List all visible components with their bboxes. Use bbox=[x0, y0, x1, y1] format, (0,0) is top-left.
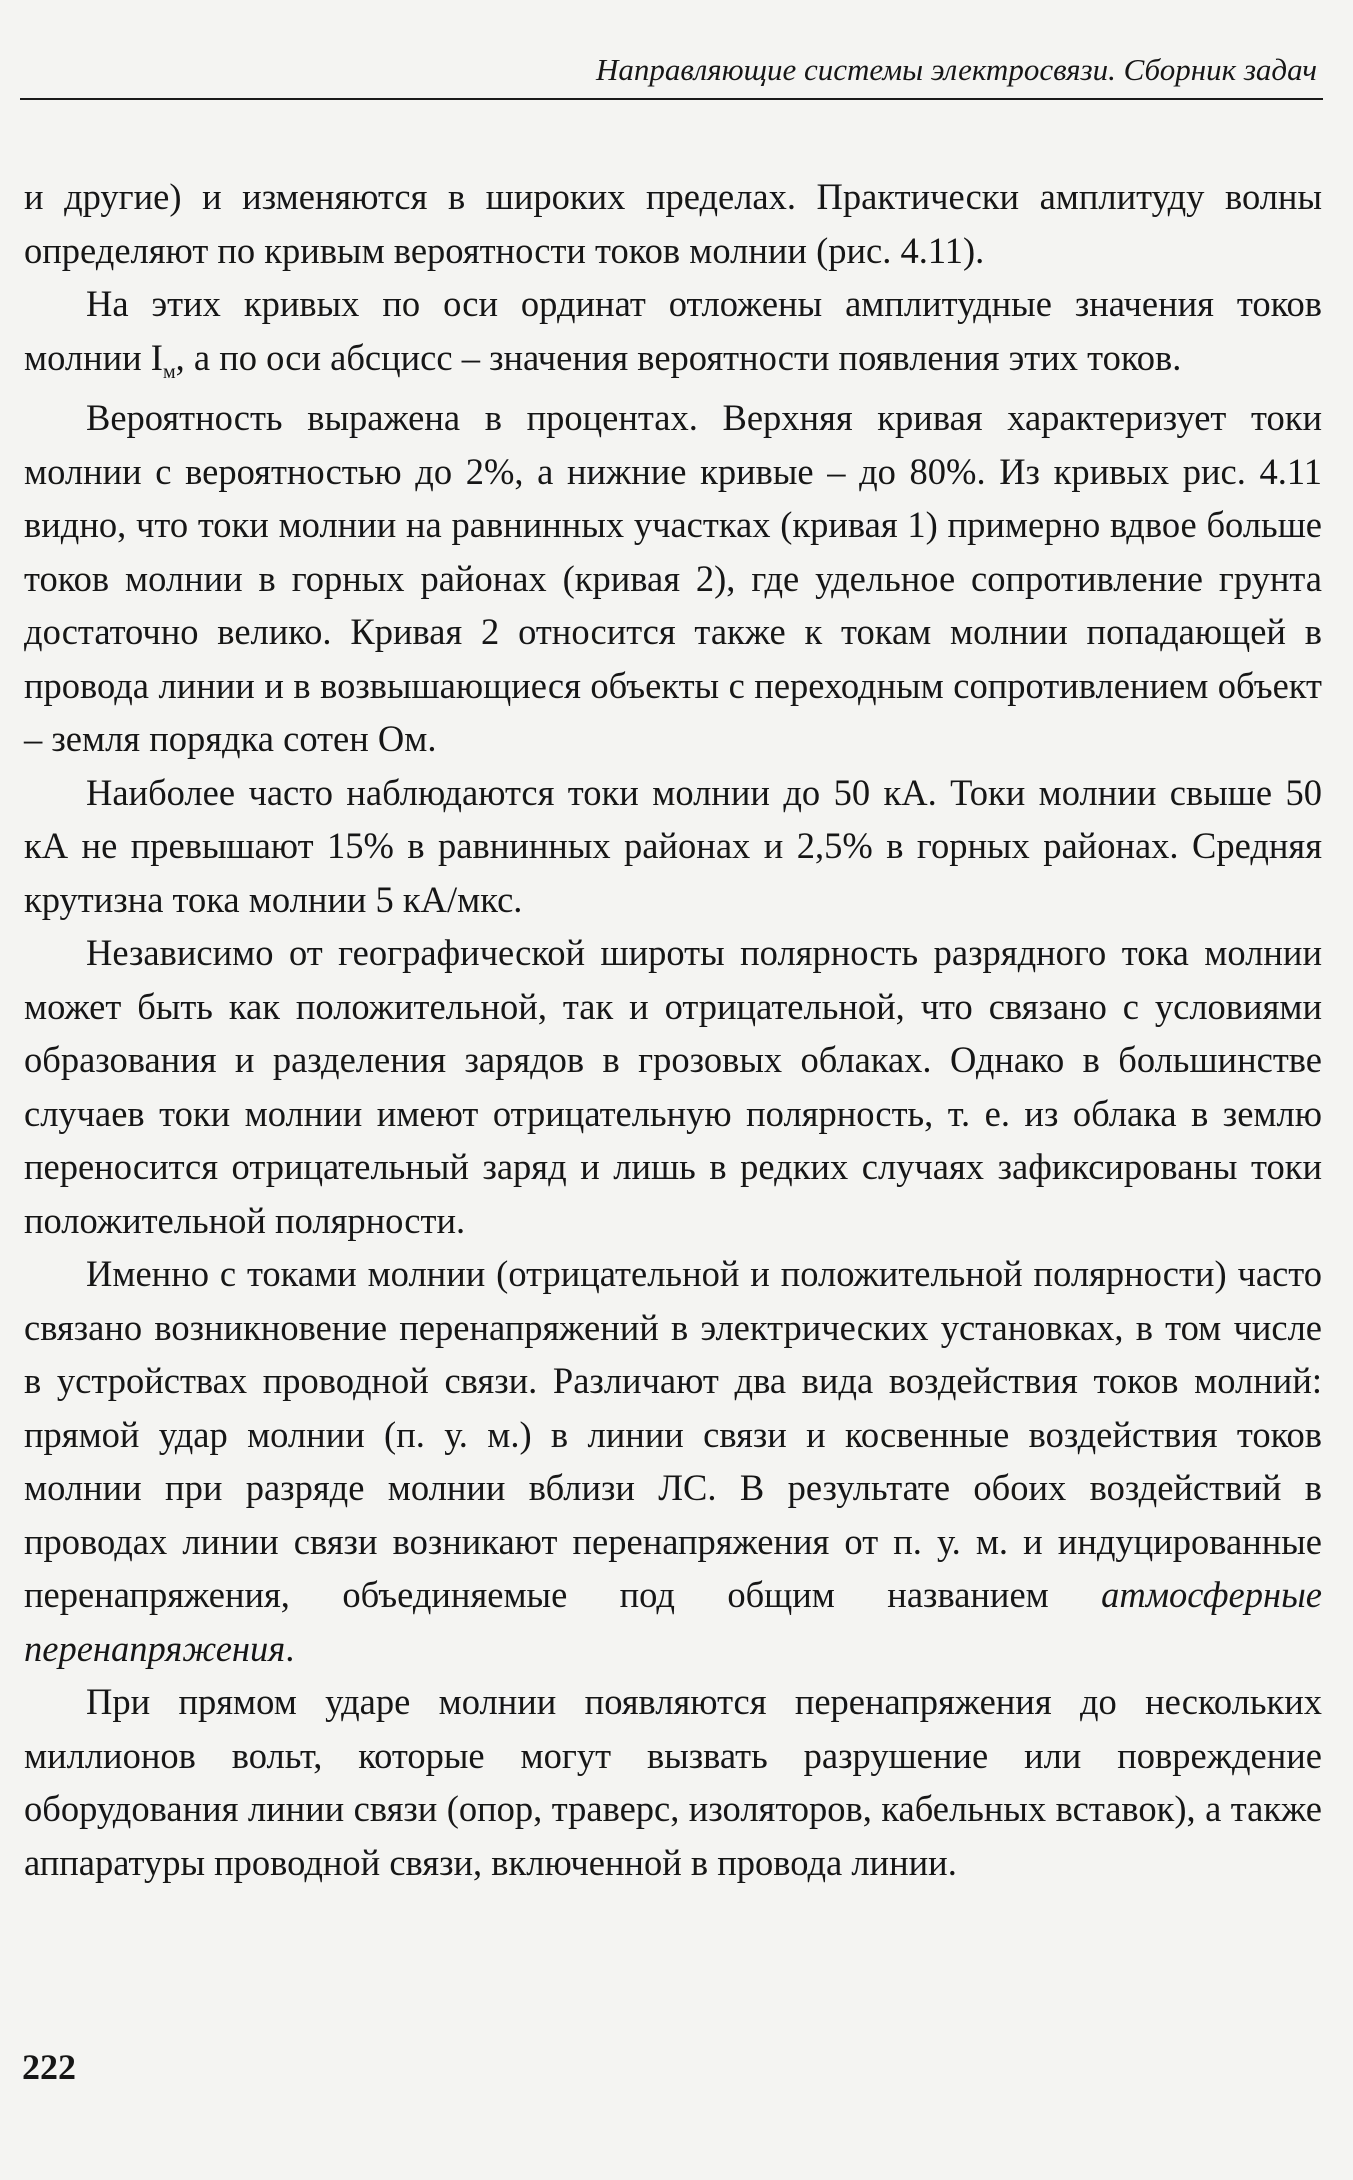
page-number: 222 bbox=[22, 2047, 76, 2087]
emphasized-term: атмосферные перенапряжения bbox=[24, 1574, 1322, 1669]
paragraph-probability: Вероятность выражена в процентах. Верхняя кривая характеризует токи молнии с вероятностью до 2%, а нижние кривые – до 80%. Из кривых рис. 4.11 видно, что токи молнии на равнинных участках (кривая 1) примерно вдвое больше токов молнии в горных районах (кривая 2), где удельное сопротивление грунта достаточно велико. Кривая 2 относится также к токам молнии попадающей в провода линии и в возвышающиеся объекты с переходным сопротивлением объект – земля порядка сотен Ом. bbox=[24, 397, 1322, 759]
running-header bbox=[20, 44, 1323, 100]
paragraph-direct-strike: При прямом ударе молнии появляются перенапряжения до нескольких миллионов вольт, которые могут вызвать разрушение или повреждение оборудования линии связи (опор, траверс, изоляторов, кабельных вставок), а также аппаратуры проводной связи, включенной в провода линии. bbox=[24, 1681, 1322, 1883]
running-header-title: Направляющие системы электросвязи. Сборник задач bbox=[595, 52, 1317, 87]
paragraph-text: . bbox=[285, 1627, 295, 1669]
body-text bbox=[24, 170, 1322, 1889]
paragraph-text: Именно с токами молнии (отрицательной и положительной полярности) часто связано возникновение перенапряжений в электрических установках, в том числе в устройствах проводной связи. Различают два вида воздействия токов молний: прямой удар молнии (п. у. м.) в линии связи и косвенные воздействия токов молнии при разряде молнии вблизи ЛС. В результате обоих воздействий в проводах линии связи возникают перенапряжения от п. у. м. и индуцированные перенапряжения, объединяемые под общим названием bbox=[24, 1253, 1322, 1615]
paragraph-text: На этих кривых по оси ординат отложены амплитудные значения токов молнии I bbox=[24, 283, 1322, 378]
paragraph-overvoltages bbox=[24, 1247, 1322, 1675]
paragraph-frequent-currents: Наиболее часто наблюдаются токи молнии до 50 кА. Токи молнии свыше 50 кА не превышают 15% в равнинных районах и 2,5% в горных районах. Средняя крутизна тока молнии 5 кА/мкс. bbox=[24, 771, 1322, 920]
paragraph-curves-axes bbox=[24, 277, 1322, 391]
paragraph-continuation: и другие) и изменяются в широких пределах. Практически амплитуду волны определяют по кривым вероятности токов молнии (рис. 4.11). bbox=[24, 176, 1322, 271]
subscript-m: м bbox=[162, 360, 176, 383]
paragraph-text: , а по оси абсцисс – значения вероятности появления этих токов. bbox=[175, 336, 1182, 378]
paragraph-polarity: Независимо от географической широты полярность разрядного тока молнии может быть как положительной, так и отрицательной, что связано с условиями образования и разделения зарядов в грозовых облаках. Однако в большинстве случаев токи молнии имеют отрицательную полярность, т. е. из облака в землю переносится отрицательный заряд и лишь в редких случаях зафиксированы токи положительной полярности. bbox=[24, 932, 1322, 1241]
